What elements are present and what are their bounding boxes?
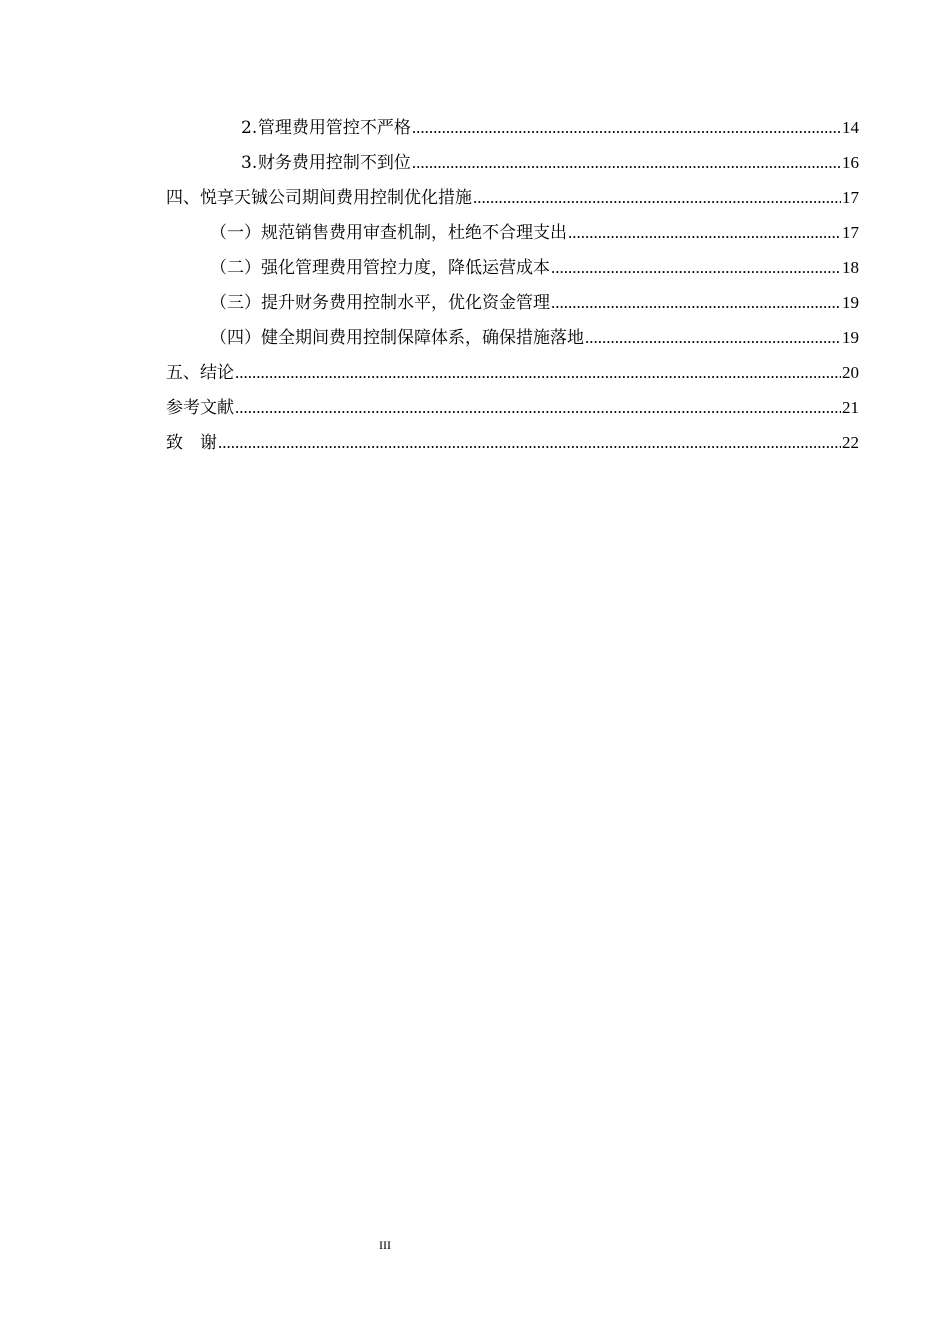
toc-dot-leader bbox=[473, 180, 841, 215]
toc-entry[interactable] bbox=[166, 215, 859, 250]
toc-dot-leader bbox=[412, 145, 841, 180]
toc-entry-number: （四） bbox=[210, 328, 261, 348]
toc-entry-page: 16 bbox=[842, 153, 859, 172]
toc-entry-title: 致 谢 bbox=[166, 433, 217, 453]
toc-entry-title: 管理费用管控不严格 bbox=[257, 118, 411, 138]
toc-entry-number: 2. bbox=[241, 118, 258, 138]
toc-entry-title: 参考文献 bbox=[166, 398, 234, 418]
toc-entry[interactable] bbox=[166, 145, 859, 180]
toc-entry[interactable] bbox=[166, 320, 859, 355]
toc-entry-page: 19 bbox=[842, 293, 859, 312]
toc-dot-leader bbox=[585, 320, 841, 355]
toc-entry-number: （二） bbox=[210, 258, 261, 278]
toc-dot-leader bbox=[412, 110, 841, 145]
toc-dot-leader bbox=[568, 215, 841, 250]
toc-entry-page: 17 bbox=[842, 223, 859, 242]
toc-dot-leader bbox=[218, 425, 841, 460]
toc-entry-title: 健全期间费用控制保障体系，确保措施落地 bbox=[261, 328, 584, 348]
toc-entry-title: 提升财务费用控制水平，优化资金管理 bbox=[261, 293, 550, 313]
toc-entry[interactable] bbox=[166, 285, 859, 320]
toc-entry[interactable] bbox=[166, 110, 859, 145]
toc-dot-leader bbox=[551, 250, 841, 285]
toc-entry[interactable] bbox=[166, 180, 859, 215]
toc-entry-title: 悦享天铖公司期间费用控制优化措施 bbox=[200, 188, 472, 208]
toc-entry-title: 强化管理费用管控力度，降低运营成本 bbox=[261, 258, 550, 278]
toc-entry-number: （三） bbox=[210, 293, 261, 313]
toc-entry[interactable] bbox=[166, 390, 859, 425]
toc-dot-leader bbox=[235, 355, 841, 390]
toc-entry-page: 19 bbox=[842, 328, 859, 347]
toc-entry-number: （一） bbox=[210, 223, 261, 243]
toc-entry-number: 3. bbox=[241, 153, 258, 173]
toc-entry-page: 18 bbox=[842, 258, 859, 277]
toc-entry-page: 22 bbox=[842, 433, 859, 452]
toc-entry-page: 20 bbox=[842, 363, 859, 382]
toc-entry-number: 五、 bbox=[166, 363, 200, 383]
toc-entry-title: 财务费用控制不到位 bbox=[257, 153, 411, 173]
toc-entry[interactable] bbox=[166, 250, 859, 285]
toc-entry[interactable] bbox=[166, 355, 859, 390]
toc-entry-page: 17 bbox=[842, 188, 859, 207]
toc-entry-title: 结论 bbox=[200, 363, 234, 383]
page-number-footer: III bbox=[379, 1238, 391, 1252]
toc-entry-page: 21 bbox=[842, 398, 859, 417]
toc-entry[interactable] bbox=[166, 425, 859, 460]
toc-dot-leader bbox=[235, 390, 841, 425]
toc-entry-number: 四、 bbox=[166, 188, 200, 208]
toc-dot-leader bbox=[551, 285, 841, 320]
toc-entry-title: 规范销售费用审查机制，杜绝不合理支出 bbox=[261, 223, 567, 243]
toc-entry-page: 14 bbox=[842, 118, 859, 137]
table-of-contents bbox=[166, 110, 859, 460]
